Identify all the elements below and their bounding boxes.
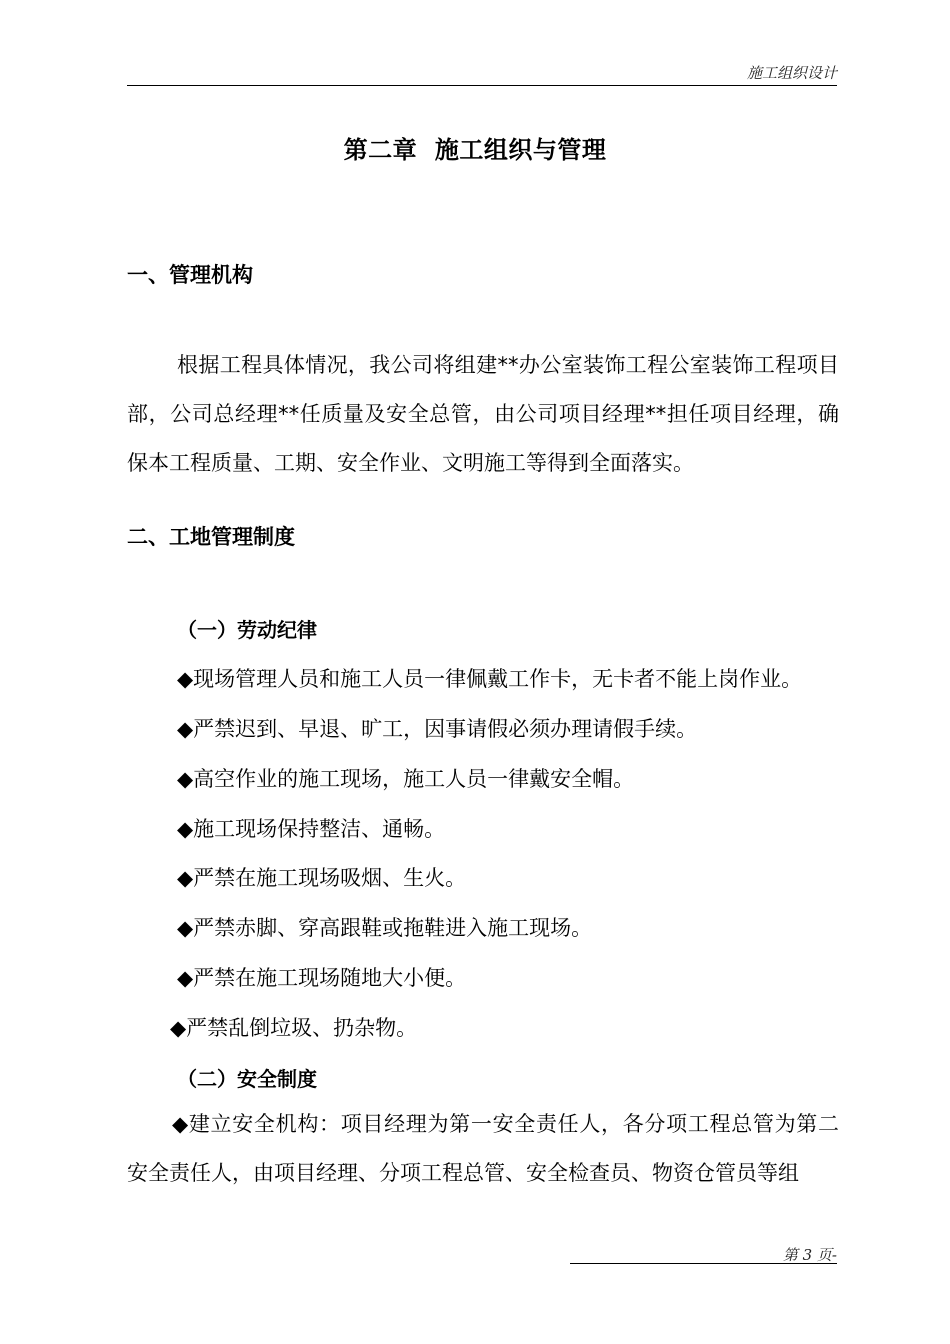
section-heading-management-org: 一、管理机构 <box>127 263 253 287</box>
page-number: 第 3 页- <box>782 1246 837 1264</box>
header-divider <box>127 85 837 86</box>
list-item: ◆严禁迟到、早退、旷工，因事请假必须办理请假手续。 <box>177 717 698 741</box>
list-item: ◆高空作业的施工现场，施工人员一律戴安全帽。 <box>177 767 635 791</box>
section-paragraph-safety-org: ◆建立安全机构：项目经理为第一安全责任人，各分项工程总管为第二安全责任人，由项目经理、分项工程总管、安全检查员、物资仓管员等组 <box>127 1112 839 1185</box>
chapter-title: 第二章 施工组织与管理 <box>343 136 607 164</box>
subsection-heading-labor-discipline: （一）劳动纪律 <box>177 618 317 642</box>
list-item: ◆严禁在施工现场吸烟、生火。 <box>177 866 467 890</box>
list-item: ◆严禁赤脚、穿高跟鞋或拖鞋进入施工现场。 <box>177 916 593 940</box>
list-item: ◆现场管理人员和施工人员一律佩戴工作卡，无卡者不能上岗作业。 <box>177 667 803 691</box>
list-item: ◆施工现场保持整洁、通畅。 <box>177 817 446 841</box>
subsection-heading-safety-rules: （二）安全制度 <box>177 1067 317 1091</box>
section-paragraph-management-org: 根据工程具体情况，我公司将组建**办公室装饰工程公室装饰工程项目部，公司总经理**任质量及安全总管，由公司项目经理**担任项目经理，确保本工程质量、工期、安全作业、文明施工等得到全面落实。 <box>127 353 839 475</box>
footer-divider <box>570 1263 837 1264</box>
section-heading-site-rules: 二、工地管理制度 <box>127 525 295 549</box>
list-item: ◆严禁在施工现场随地大小便。 <box>177 966 467 990</box>
list-item: ◆严禁乱倒垃圾、扔杂物。 <box>170 1016 418 1040</box>
running-header: 施工组织设计 <box>746 64 837 82</box>
